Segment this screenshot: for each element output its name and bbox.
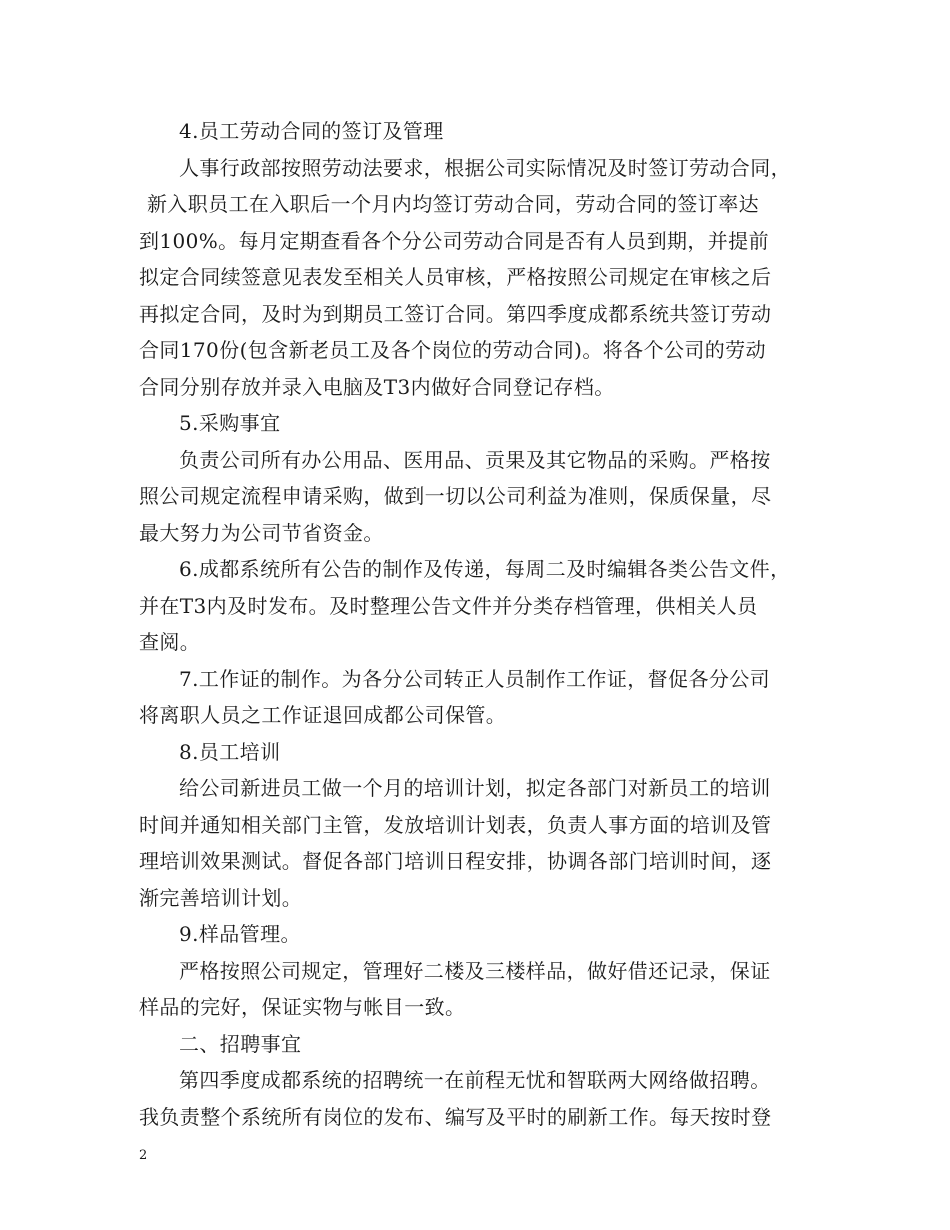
text-line: 4.员工劳动合同的签订及管理	[179, 119, 444, 143]
text-line: 6.成都系统所有公告的制作及传递，每周二及时编辑各类公告文件，	[179, 557, 791, 581]
text-line: 5.采购事宜	[179, 411, 281, 435]
text-line: 新入职员工在入职后一个月内均签订劳动合同，劳动合同的签订率达	[147, 192, 759, 216]
text-line: 渐完善培训计划。	[139, 885, 303, 910]
text-line: 理培训效果测试。督促各部门培训日程安排，协调各部门培训时间，逐	[139, 849, 772, 873]
text-line: 合同分别存放并录入电脑及T3内做好合同登记存档。	[139, 374, 615, 399]
text-line: 再拟定合同，及时为到期员工签订合同。第四季度成都系统共签订劳动	[139, 301, 772, 326]
text-line: 负责公司所有办公用品、医用品、贡果及其它物品的采购。严格按	[179, 447, 771, 472]
text-line: 样品的完好，保证实物与帐目一致。	[139, 995, 466, 1019]
document-body	[139, 113, 829, 1135]
text-line: 第四季度成都系统的招聘统一在前程无忧和智联两大网络做招聘。	[179, 1068, 771, 1092]
text-line: 并在T3内及时发布。及时整理公告文件并分类存档管理，供相关人员	[139, 593, 758, 618]
text-line: 二、招聘事宜	[179, 1031, 302, 1056]
text-line: 人事行政部按照劳动法要求，根据公司实际情况及时签订劳动合同，	[179, 155, 791, 180]
text-line: 将离职人员之工作证退回成都公司保管。	[139, 703, 507, 727]
text-line: 照公司规定流程申请采购，做到一切以公司利益为准则，保质保量，尽	[139, 484, 772, 508]
text-line: 严格按照公司规定，管理好二楼及三楼样品，做好借还记录，保证	[179, 958, 771, 983]
text-line: 查阅。	[139, 630, 201, 654]
text-line: 7.工作证的制作。为各分公司转正人员制作工作证，督促各分公司	[179, 666, 771, 691]
text-line: 我负责整个系统所有岗位的发布、编写及平时的刷新工作。每天按时登	[139, 1104, 772, 1129]
text-line: 最大努力为公司节省资金。	[139, 520, 384, 545]
text-line: 拟定合同续签意见表发至相关人员审核，严格按照公司规定在审核之后	[139, 265, 772, 289]
text-line: 给公司新进员工做一个月的培训计划，拟定各部门对新员工的培训	[179, 776, 771, 800]
text-line: 时间并通知相关部门主管，发放培训计划表，负责人事方面的培训及管	[139, 812, 772, 837]
text-line: 9.样品管理。	[179, 922, 301, 946]
text-line: 8.员工培训	[179, 739, 281, 764]
text-line: 到100%。每月定期查看各个分公司劳动合同是否有人员到期，并提前	[139, 228, 769, 253]
page-number: 2	[139, 1148, 148, 1163]
text-line: 合同170份(包含新老员工及各个岗位的劳动合同)。将各个公司的劳动	[139, 338, 766, 362]
